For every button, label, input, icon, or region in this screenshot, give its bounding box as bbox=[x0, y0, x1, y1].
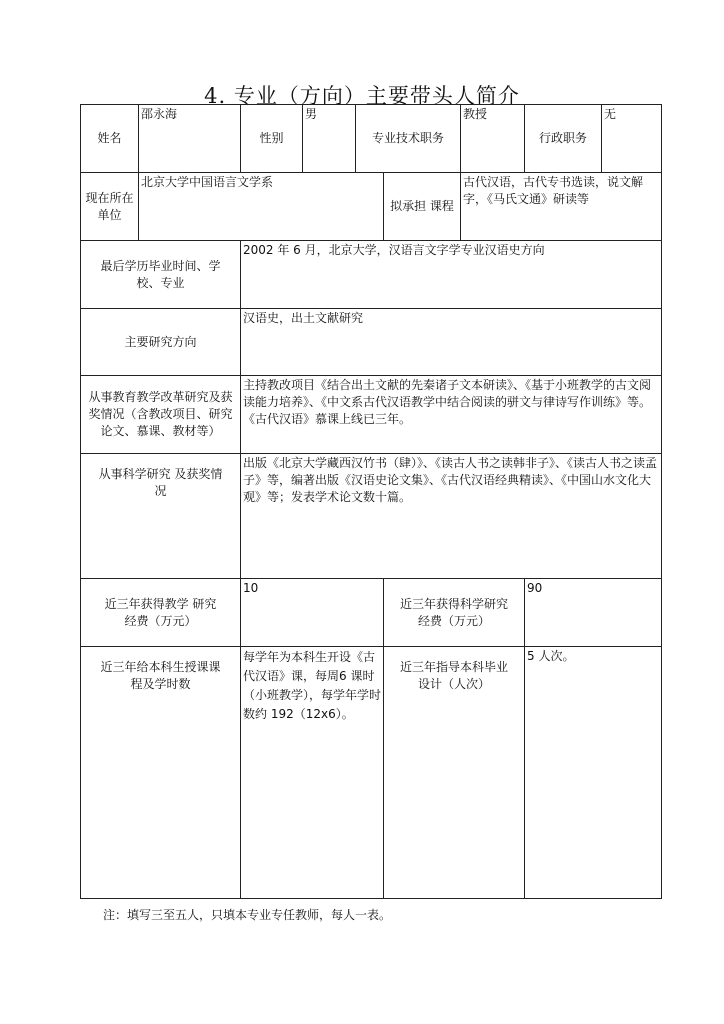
teaching-reform-value: 主持教改项目《结合出土文献的先秦诸子文本研读》、《基于小班教学的古文阅读能力培养》、《中文系古代汉语教学中结合阅读的骈文与律诗写作训练》等。《古代汉语》慕课上线已三年。 bbox=[241, 376, 662, 454]
footnote: 注：填写三至五人，只填本专业专任教师，每人一表。 bbox=[103, 908, 392, 922]
gender-label: 性别 bbox=[241, 105, 303, 173]
unit-value: 北京大学中国语言文学系 bbox=[139, 173, 384, 241]
page-title: 4. 专业（方向）主要带头人简介 bbox=[204, 84, 520, 108]
research-funds-value: 90 bbox=[525, 579, 662, 647]
courses-value: 古代汉语，古代专书选读，说文解字，《马氏文通》研读等 bbox=[461, 173, 662, 241]
tech-title-value: 教授 bbox=[461, 105, 525, 173]
name-label: 姓名 bbox=[81, 105, 139, 173]
research-value: 汉语史，出土文献研究 bbox=[241, 309, 662, 376]
thesis-supervision-label: 近三年指导本科毕业设计（人次） bbox=[384, 647, 525, 899]
education-value: 2002 年 6 月，北京大学，汉语言文字学专业汉语史方向 bbox=[241, 241, 662, 309]
name-value: 邵永海 bbox=[139, 105, 241, 173]
profile-form-table bbox=[80, 104, 662, 899]
sci-research-value: 出版《北京大学藏西汉竹书（肆）》、《读古人书之读韩非子》、《读古人书之读孟子》等，编著出版《汉语史论文集》、《古代汉语经典精读》、《中国山水文化大观》等；发表学术论文数十篇。 bbox=[241, 454, 662, 579]
tech-title-label: 专业技术职务 bbox=[356, 105, 461, 173]
thesis-supervision-value: 5 人次。 bbox=[525, 647, 662, 899]
courses-hours-label: 近三年给本科生授课课程及学时数 bbox=[81, 647, 241, 899]
gender-value: 男 bbox=[303, 105, 356, 173]
teaching-funds-label: 近三年获得教学 研究经费（万元） bbox=[81, 579, 241, 647]
courses-label: 拟承担 课程 bbox=[384, 173, 461, 241]
education-label: 最后学历毕业时间、学校、专业 bbox=[81, 241, 241, 309]
research-funds-label: 近三年获得科学研究经费（万元） bbox=[384, 579, 525, 647]
teaching-reform-label: 从事教育教学改革研究及获奖情况（含教改项目、研究论文、慕课、教材等） bbox=[81, 376, 241, 454]
courses-hours-value: 每学年为本科生开设《古代汉语》课，每周6 课时（小班教学），每学年学时数约 192（12x6）。 bbox=[241, 647, 384, 899]
teaching-funds-value: 10 bbox=[241, 579, 384, 647]
admin-title-label: 行政职务 bbox=[525, 105, 602, 173]
sci-research-label: 从事科学研究 及获奖情况 bbox=[81, 454, 241, 579]
research-label: 主要研究方向 bbox=[81, 309, 241, 376]
admin-title-value: 无 bbox=[602, 105, 662, 173]
unit-label: 现在所在单位 bbox=[81, 173, 139, 241]
